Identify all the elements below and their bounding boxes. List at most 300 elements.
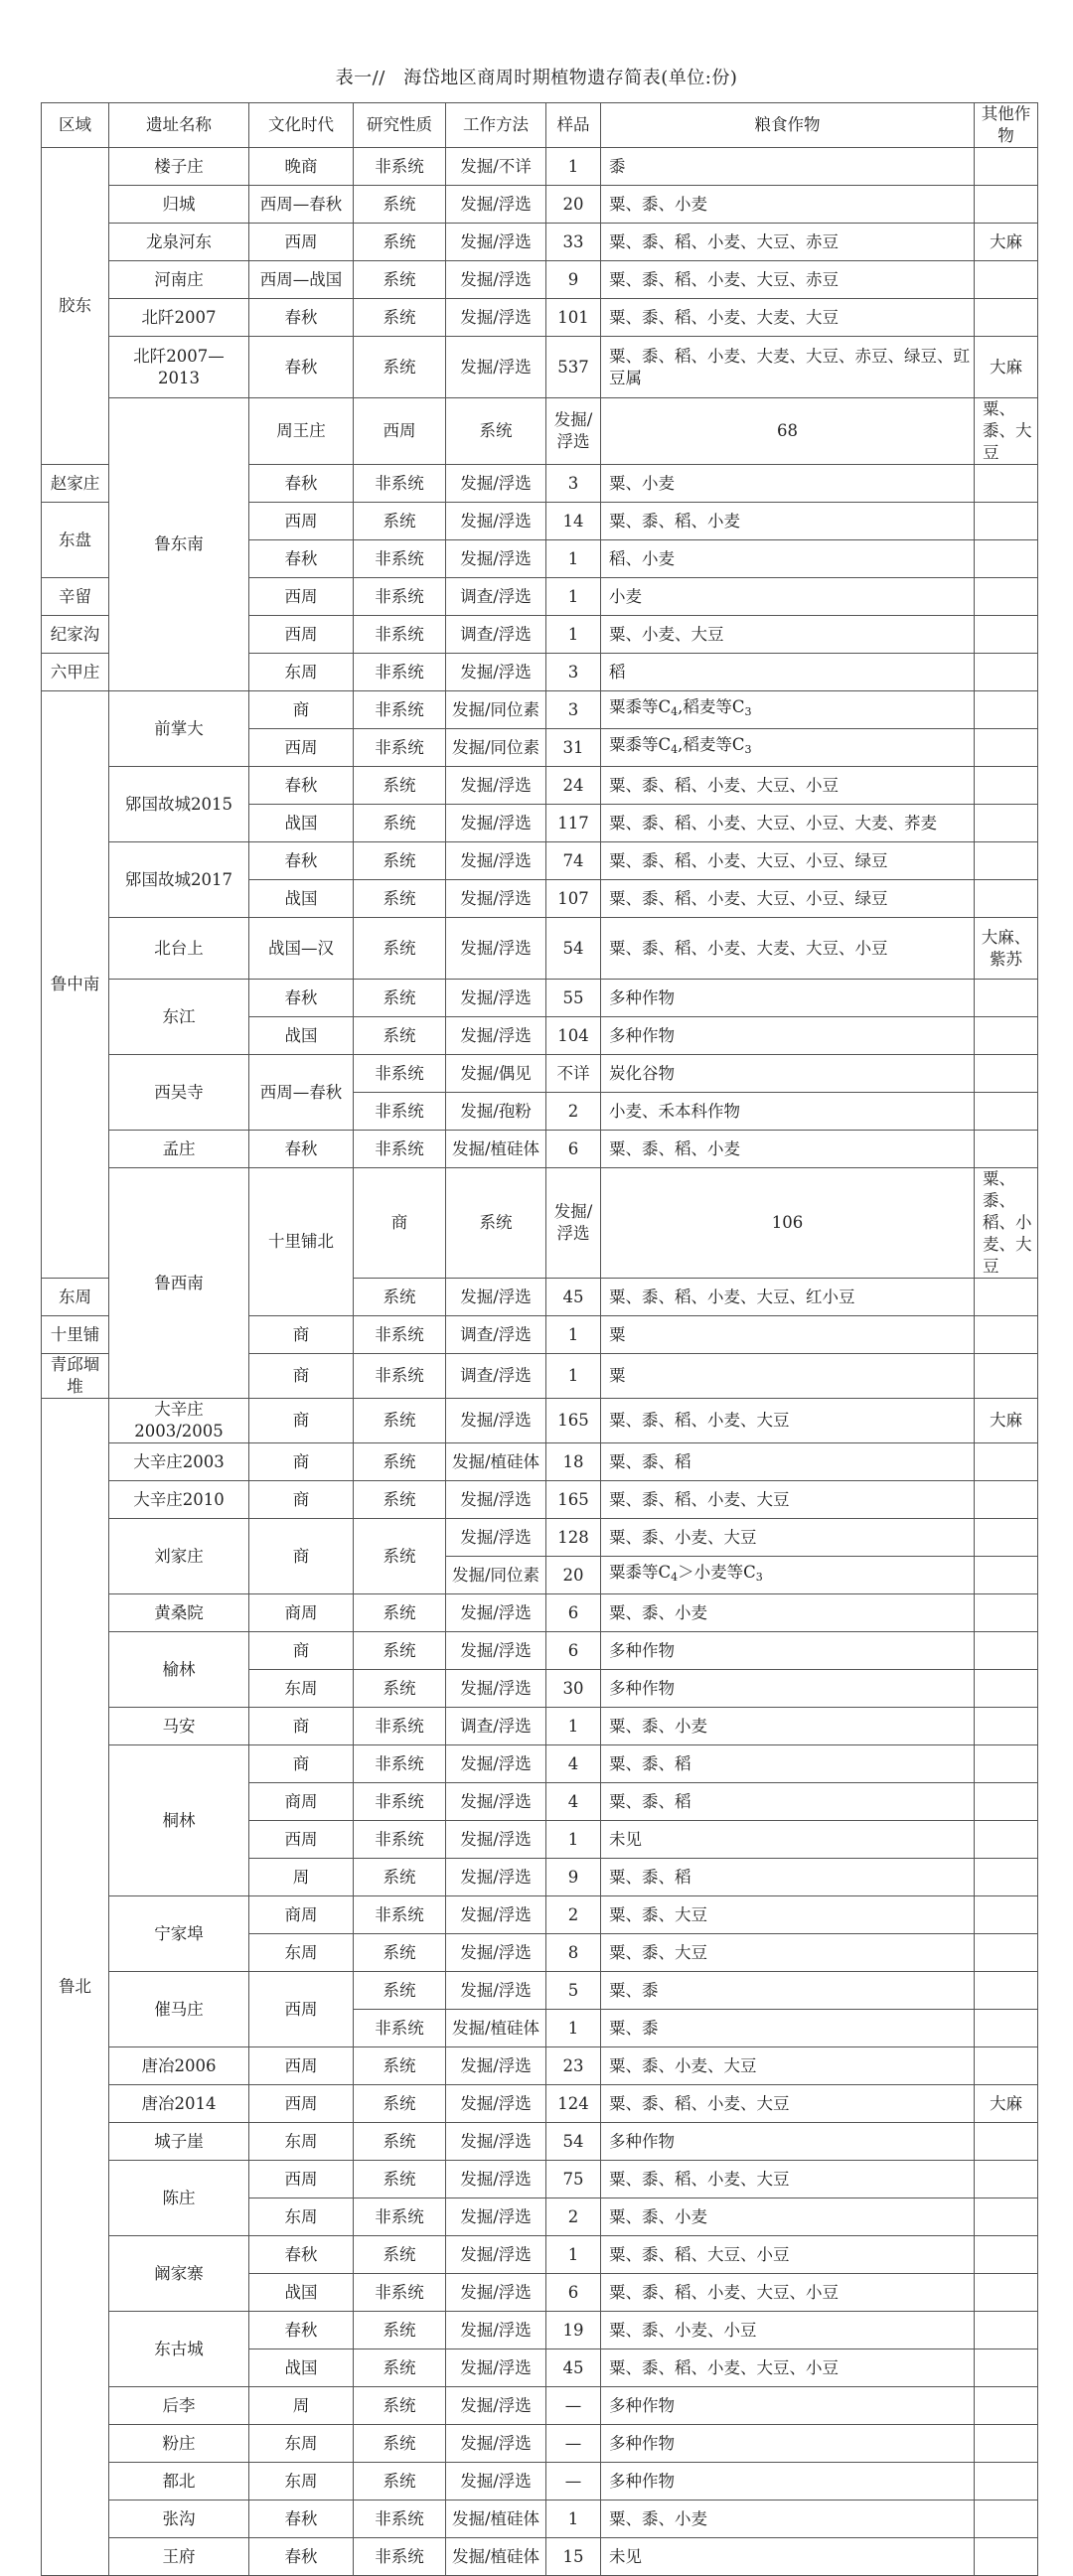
- period-cell: 商: [249, 1745, 354, 1783]
- table-row: [42, 1972, 1038, 2010]
- sample-cell: 19: [546, 2312, 601, 2349]
- method-cell: 发掘/浮选: [446, 1632, 546, 1670]
- sample-cell: 1: [546, 1316, 601, 1354]
- crop-cell: 粟、黍、小麦: [601, 1708, 975, 1745]
- table-row: [42, 2312, 1038, 2349]
- other-cell: [975, 578, 1038, 616]
- other-cell: [975, 2387, 1038, 2425]
- nature-cell: 系统: [354, 2349, 446, 2387]
- nature-cell: 系统: [354, 261, 446, 299]
- other-cell: [975, 2010, 1038, 2047]
- site-cell: 唐冶2014: [109, 2085, 249, 2123]
- site-cell: 十里铺北: [249, 1168, 354, 1316]
- period-cell: 晚商: [249, 148, 354, 186]
- subscript: 3: [755, 1571, 763, 1584]
- sample-cell: 6: [546, 1594, 601, 1632]
- crop-cell: 粟、黍、稻: [601, 1443, 975, 1481]
- method-cell: 调查/浮选: [446, 1354, 546, 1399]
- table-row: [42, 398, 1038, 465]
- sample-cell: 15: [546, 2538, 601, 2576]
- table-row: [42, 1168, 1038, 1279]
- nature-cell: 系统: [354, 1481, 446, 1519]
- other-cell: [975, 2236, 1038, 2274]
- crop-cell: 多种作物: [601, 1017, 975, 1055]
- site-cell: 六甲庄: [42, 654, 109, 691]
- nature-cell: 系统: [354, 1670, 446, 1708]
- method-cell: 发掘/不详: [446, 148, 546, 186]
- site-cell: 张沟: [109, 2500, 249, 2538]
- method-cell: 发掘/浮选: [446, 503, 546, 540]
- crop-cell: 多种作物: [601, 2463, 975, 2500]
- nature-cell: 非系统: [354, 616, 446, 654]
- site-cell: 楼子庄: [109, 148, 249, 186]
- site-cell: 北台上: [109, 918, 249, 980]
- subscript: 3: [744, 705, 752, 718]
- nature-cell: 非系统: [354, 2274, 446, 2312]
- table-row: [42, 1131, 1038, 1168]
- nature-cell: 系统: [354, 503, 446, 540]
- method-cell: 发掘/偶见: [446, 1055, 546, 1093]
- table-row: [42, 1745, 1038, 1783]
- subscript: 4: [671, 743, 679, 756]
- period-cell: 东周: [249, 2198, 354, 2236]
- other-cell: [975, 2312, 1038, 2349]
- crop-cell: 粟、黍、稻、小麦、大麦、大豆、赤豆、绿豆、豇豆属: [601, 337, 975, 398]
- nature-cell: 非系统: [354, 540, 446, 578]
- nature-cell: 系统: [354, 1632, 446, 1670]
- other-cell: [975, 842, 1038, 880]
- sample-cell: 1: [546, 1708, 601, 1745]
- plant-remains-table: [41, 102, 1038, 2576]
- nature-cell: 非系统: [354, 1821, 446, 1859]
- period-cell: 春秋: [249, 767, 354, 805]
- site-cell: 黄桑院: [109, 1594, 249, 1632]
- table-row: [42, 2463, 1038, 2500]
- nature-cell: 系统: [446, 1168, 546, 1279]
- nature-cell: 非系统: [354, 1093, 446, 1131]
- site-cell: 大辛庄2010: [109, 1481, 249, 1519]
- period-cell: 战国: [249, 2274, 354, 2312]
- site-cell: 大辛庄2003/2005: [109, 1399, 249, 1443]
- crop-cell: 粟、黍: [601, 1972, 975, 2010]
- sample-cell: —: [546, 2387, 601, 2425]
- nature-cell: 系统: [354, 1972, 446, 2010]
- method-cell: 发掘/浮选: [446, 1481, 546, 1519]
- other-cell: [975, 148, 1038, 186]
- region-cell: 鲁中南: [42, 691, 109, 1279]
- method-cell: 发掘/浮选: [446, 2047, 546, 2085]
- crop-cell: 粟、小麦: [601, 465, 975, 503]
- crop-cell: 粟、黍、小麦: [601, 1594, 975, 1632]
- other-cell: [975, 2349, 1038, 2387]
- other-cell: [975, 880, 1038, 918]
- nature-cell: 系统: [354, 1017, 446, 1055]
- crop-cell: 粟、黍、稻、小麦、大豆、小豆: [601, 767, 975, 805]
- method-cell: 发掘/浮选: [546, 1168, 601, 1279]
- crop-cell: 粟、黍、稻、小麦、大麦、大豆: [601, 299, 975, 337]
- nature-cell: 非系统: [354, 148, 446, 186]
- crop-text: ,稻麦等C: [678, 697, 745, 716]
- header-cell: 其他作物: [975, 103, 1038, 148]
- nature-cell: 系统: [354, 1519, 446, 1594]
- other-cell: [975, 1972, 1038, 2010]
- nature-cell: 非系统: [354, 2500, 446, 2538]
- method-cell: 发掘/浮选: [446, 2463, 546, 2500]
- method-cell: 发掘/浮选: [446, 2161, 546, 2198]
- table-row: [42, 1443, 1038, 1481]
- table-row: [42, 2085, 1038, 2123]
- method-cell: 发掘/浮选: [446, 2085, 546, 2123]
- period-cell: 西周: [249, 2085, 354, 2123]
- region-cell: 鲁西南: [109, 1168, 249, 1399]
- other-cell: [975, 1670, 1038, 1708]
- site-cell: 辛留: [42, 578, 109, 616]
- site-cell: 西吴寺: [109, 1055, 249, 1131]
- sample-cell: 9: [546, 261, 601, 299]
- crop-cell: 粟、黍、稻: [601, 1859, 975, 1896]
- sample-cell: 4: [546, 1745, 601, 1783]
- other-cell: [975, 299, 1038, 337]
- site-cell: 唐冶2006: [109, 2047, 249, 2085]
- crop-cell: 粟、黍、稻、小麦、大豆、赤豆: [601, 261, 975, 299]
- method-cell: 发掘/浮选: [446, 1972, 546, 2010]
- nature-cell: 系统: [354, 918, 446, 980]
- site-cell: 催马庄: [109, 1972, 249, 2047]
- table-row: [42, 980, 1038, 1017]
- site-cell: 归城: [109, 186, 249, 224]
- subscript: 4: [671, 705, 679, 718]
- site-cell: 马安: [109, 1708, 249, 1745]
- method-cell: 发掘/孢粉: [446, 1093, 546, 1131]
- site-cell: 后李: [109, 2387, 249, 2425]
- sample-cell: 14: [546, 503, 601, 540]
- crop-cell: 黍: [601, 148, 975, 186]
- crop-cell: 粟、黍、大豆: [975, 398, 1038, 465]
- site-cell: 王府: [109, 2538, 249, 2576]
- other-cell: [975, 2425, 1038, 2463]
- method-cell: 发掘/浮选: [446, 186, 546, 224]
- other-cell: [975, 2463, 1038, 2500]
- table-row: [42, 842, 1038, 880]
- site-cell: 前掌大: [109, 691, 249, 767]
- other-cell: [975, 1859, 1038, 1896]
- sample-cell: 5: [546, 1972, 601, 2010]
- period-cell: 商: [249, 1519, 354, 1594]
- site-cell: 郳国故城2015: [109, 767, 249, 842]
- other-cell: [975, 2274, 1038, 2312]
- crop-cell: 未见: [601, 2538, 975, 2576]
- method-cell: 发掘/浮选: [446, 1594, 546, 1632]
- method-cell: 发掘/植硅体: [446, 2500, 546, 2538]
- site-cell: 龙泉河东: [109, 224, 249, 261]
- period-cell: 西周: [249, 729, 354, 767]
- method-cell: 发掘/同位素: [446, 729, 546, 767]
- sample-cell: 6: [546, 2274, 601, 2312]
- period-cell: 西周—春秋: [249, 1055, 354, 1131]
- method-cell: 调查/浮选: [446, 616, 546, 654]
- sample-cell: 6: [546, 1131, 601, 1168]
- crop-cell: 粟、黍、稻、大豆、小豆: [601, 2236, 975, 2274]
- crop-cell: 粟、黍、小麦: [601, 186, 975, 224]
- site-cell: 东江: [109, 980, 249, 1055]
- crop-cell: 粟、黍、稻、小麦、大豆、小豆、绿豆: [601, 880, 975, 918]
- sample-cell: 74: [546, 842, 601, 880]
- method-cell: 发掘/浮选: [446, 805, 546, 842]
- nature-cell: 非系统: [354, 465, 446, 503]
- other-cell: [975, 1055, 1038, 1093]
- nature-cell: 系统: [354, 2236, 446, 2274]
- other-cell: [975, 1708, 1038, 1745]
- crop-cell: 小麦: [601, 578, 975, 616]
- period-cell: 商: [249, 1399, 354, 1443]
- crop-cell: 多种作物: [601, 2123, 975, 2161]
- nature-cell: 系统: [354, 1934, 446, 1972]
- site-cell: 粉庄: [109, 2425, 249, 2463]
- crop-cell: [601, 729, 975, 767]
- nature-cell: 系统: [354, 805, 446, 842]
- method-cell: 发掘/浮选: [446, 1399, 546, 1443]
- site-cell: 阚家寨: [109, 2236, 249, 2312]
- site-cell: 榆林: [109, 1632, 249, 1708]
- crop-cell: 粟、黍、小麦、大豆: [601, 2047, 975, 2085]
- method-cell: 发掘/浮选: [446, 2312, 546, 2349]
- header-cell: 研究性质: [354, 103, 446, 148]
- crop-cell: 粟、黍、稻、小麦、大豆、小豆、大麦、荞麦: [601, 805, 975, 842]
- table-row: [42, 1896, 1038, 1934]
- sample-cell: 1: [546, 148, 601, 186]
- sample-cell: 23: [546, 2047, 601, 2085]
- period-cell: 商周: [249, 1783, 354, 1821]
- method-cell: 发掘/植硅体: [446, 2538, 546, 2576]
- method-cell: 发掘/浮选: [446, 2236, 546, 2274]
- other-cell: [975, 1316, 1038, 1354]
- period-cell: 西周: [249, 1821, 354, 1859]
- table-row: [42, 2425, 1038, 2463]
- header-cell: 样品: [546, 103, 601, 148]
- method-cell: 发掘/浮选: [446, 767, 546, 805]
- sample-cell: 45: [546, 1279, 601, 1316]
- sample-cell: 165: [546, 1481, 601, 1519]
- method-cell: 发掘/浮选: [446, 540, 546, 578]
- table-row: [42, 1055, 1038, 1093]
- sample-cell: 68: [601, 398, 975, 465]
- sample-cell: 106: [601, 1168, 975, 1279]
- method-cell: 调查/浮选: [446, 578, 546, 616]
- period-cell: 周: [249, 1859, 354, 1896]
- method-cell: 发掘/浮选: [446, 1821, 546, 1859]
- nature-cell: 系统: [354, 1443, 446, 1481]
- other-cell: [975, 1745, 1038, 1783]
- nature-cell: 系统: [354, 1399, 446, 1443]
- table-row: [42, 2538, 1038, 2576]
- period-cell: 西周: [249, 503, 354, 540]
- period-cell: 商: [354, 1168, 446, 1279]
- sample-cell: 33: [546, 224, 601, 261]
- other-cell: [975, 503, 1038, 540]
- period-cell: 西周—战国: [249, 261, 354, 299]
- method-cell: 调查/浮选: [446, 1708, 546, 1745]
- site-cell: 都北: [109, 2463, 249, 2500]
- sample-cell: —: [546, 2425, 601, 2463]
- period-cell: 春秋: [249, 980, 354, 1017]
- nature-cell: 非系统: [354, 1896, 446, 1934]
- crop-cell: 粟、黍、小麦: [601, 2198, 975, 2236]
- table-row: [42, 1399, 1038, 1443]
- sample-cell: 8: [546, 1934, 601, 1972]
- period-cell: 东周: [249, 2463, 354, 2500]
- header-cell: 区域: [42, 103, 109, 148]
- nature-cell: 非系统: [354, 2010, 446, 2047]
- method-cell: 发掘/同位素: [446, 691, 546, 729]
- period-cell: 西周: [249, 2161, 354, 2198]
- method-cell: 调查/浮选: [446, 1316, 546, 1354]
- method-cell: 发掘/浮选: [446, 1519, 546, 1557]
- sample-cell: 55: [546, 980, 601, 1017]
- nature-cell: 系统: [354, 1279, 446, 1316]
- crop-text: 粟黍等C: [609, 697, 672, 716]
- nature-cell: 系统: [446, 398, 546, 465]
- table-row: [42, 918, 1038, 980]
- other-cell: [975, 2161, 1038, 2198]
- sample-cell: 101: [546, 299, 601, 337]
- method-cell: 发掘/浮选: [446, 261, 546, 299]
- header-cell: 文化时代: [249, 103, 354, 148]
- nature-cell: 非系统: [354, 1708, 446, 1745]
- sample-cell: 1: [546, 2236, 601, 2274]
- crop-cell: 稻: [601, 654, 975, 691]
- period-cell: 战国: [249, 1017, 354, 1055]
- site-cell: 东古城: [109, 2312, 249, 2387]
- crop-cell: 粟、黍、小麦: [601, 2500, 975, 2538]
- sample-cell: 2: [546, 1896, 601, 1934]
- period-cell: 东周: [249, 1670, 354, 1708]
- crop-cell: 粟、黍、稻、小麦、大豆、赤豆: [601, 224, 975, 261]
- crop-cell: 粟、黍、小麦、小豆: [601, 2312, 975, 2349]
- table-row: [42, 2236, 1038, 2274]
- other-cell: 大麻: [975, 224, 1038, 261]
- other-cell: [975, 654, 1038, 691]
- crop-cell: 粟、黍、稻、小麦、大麦、大豆、小豆: [601, 918, 975, 980]
- site-cell: 河南庄: [109, 261, 249, 299]
- site-cell: 赵家庄: [42, 465, 109, 503]
- other-cell: [975, 1279, 1038, 1316]
- crop-cell: 粟、黍、稻、小麦、大豆、红小豆: [601, 1279, 975, 1316]
- period-cell: 春秋: [249, 2236, 354, 2274]
- table-row: [42, 261, 1038, 299]
- crop-cell: 粟、黍、稻: [601, 1745, 975, 1783]
- other-cell: [975, 540, 1038, 578]
- nature-cell: 系统: [354, 2123, 446, 2161]
- sample-cell: 128: [546, 1519, 601, 1557]
- nature-cell: 非系统: [354, 1131, 446, 1168]
- site-cell: 东盘: [42, 503, 109, 578]
- header-cell: 工作方法: [446, 103, 546, 148]
- period-cell: 西周: [249, 224, 354, 261]
- method-cell: 发掘/浮选: [446, 2274, 546, 2312]
- crop-cell: 未见: [601, 1821, 975, 1859]
- period-cell: 西周: [249, 616, 354, 654]
- site-cell: 周王庄: [249, 398, 354, 465]
- other-cell: [975, 1519, 1038, 1557]
- header-cell: 粮食作物: [601, 103, 975, 148]
- nature-cell: 非系统: [354, 1354, 446, 1399]
- crop-cell: 粟、黍、稻、小麦、大豆: [601, 1399, 975, 1443]
- period-cell: 战国: [249, 2349, 354, 2387]
- method-cell: 发掘/浮选: [546, 398, 601, 465]
- table-row: [42, 2161, 1038, 2198]
- crop-cell: [601, 1557, 975, 1594]
- sample-cell: 20: [546, 186, 601, 224]
- sample-cell: 3: [546, 654, 601, 691]
- table-row: [42, 148, 1038, 186]
- other-cell: [975, 1632, 1038, 1670]
- sample-cell: 1: [546, 578, 601, 616]
- table-row: [42, 186, 1038, 224]
- nature-cell: 系统: [354, 2161, 446, 2198]
- method-cell: 发掘/浮选: [446, 2123, 546, 2161]
- table-row: [42, 2047, 1038, 2085]
- other-cell: 大麻: [975, 1399, 1038, 1443]
- other-cell: [975, 767, 1038, 805]
- nature-cell: 非系统: [354, 691, 446, 729]
- period-cell: 战国: [249, 805, 354, 842]
- other-cell: [975, 2538, 1038, 2576]
- region-cell: 鲁东南: [109, 398, 249, 691]
- crop-text: 粟黍等C: [609, 1563, 672, 1582]
- method-cell: 发掘/浮选: [446, 2349, 546, 2387]
- sample-cell: 30: [546, 1670, 601, 1708]
- method-cell: 发掘/同位素: [446, 1557, 546, 1594]
- crop-cell: 粟: [601, 1354, 975, 1399]
- crop-cell: 多种作物: [601, 1632, 975, 1670]
- other-cell: [975, 1821, 1038, 1859]
- crop-cell: 粟、黍、稻、小麦、大豆: [975, 1168, 1038, 1279]
- period-cell: 西周: [354, 398, 446, 465]
- method-cell: 发掘/浮选: [446, 1017, 546, 1055]
- crop-cell: 粟、黍、大豆: [601, 1896, 975, 1934]
- period-cell: 春秋: [249, 465, 354, 503]
- site-cell: 青邱堌堆: [42, 1354, 109, 1399]
- period-cell: 东周: [249, 2425, 354, 2463]
- method-cell: 发掘/浮选: [446, 2198, 546, 2236]
- nature-cell: 系统: [354, 1594, 446, 1632]
- period-cell: 东周: [249, 654, 354, 691]
- site-cell: 城子崖: [109, 2123, 249, 2161]
- other-cell: [975, 1354, 1038, 1399]
- method-cell: 发掘/浮选: [446, 2387, 546, 2425]
- other-cell: [975, 1896, 1038, 1934]
- period-cell: 商: [249, 1632, 354, 1670]
- table-row: [42, 2500, 1038, 2538]
- table-row: [42, 337, 1038, 398]
- crop-cell: 稻、小麦: [601, 540, 975, 578]
- sample-cell: 537: [546, 337, 601, 398]
- table-row: [42, 1632, 1038, 1670]
- region-cell: 鲁北: [42, 1399, 109, 2576]
- table-row: [42, 1481, 1038, 1519]
- other-cell: [975, 186, 1038, 224]
- table-row: [42, 1519, 1038, 1557]
- method-cell: 发掘/浮选: [446, 1859, 546, 1896]
- nature-cell: 系统: [354, 2047, 446, 2085]
- method-cell: 发掘/浮选: [446, 654, 546, 691]
- nature-cell: 非系统: [354, 1783, 446, 1821]
- period-cell: 商: [249, 691, 354, 729]
- table-row: [42, 2123, 1038, 2161]
- method-cell: 发掘/浮选: [446, 880, 546, 918]
- site-cell: 桐林: [109, 1745, 249, 1896]
- crop-cell: 粟、黍、稻: [601, 1783, 975, 1821]
